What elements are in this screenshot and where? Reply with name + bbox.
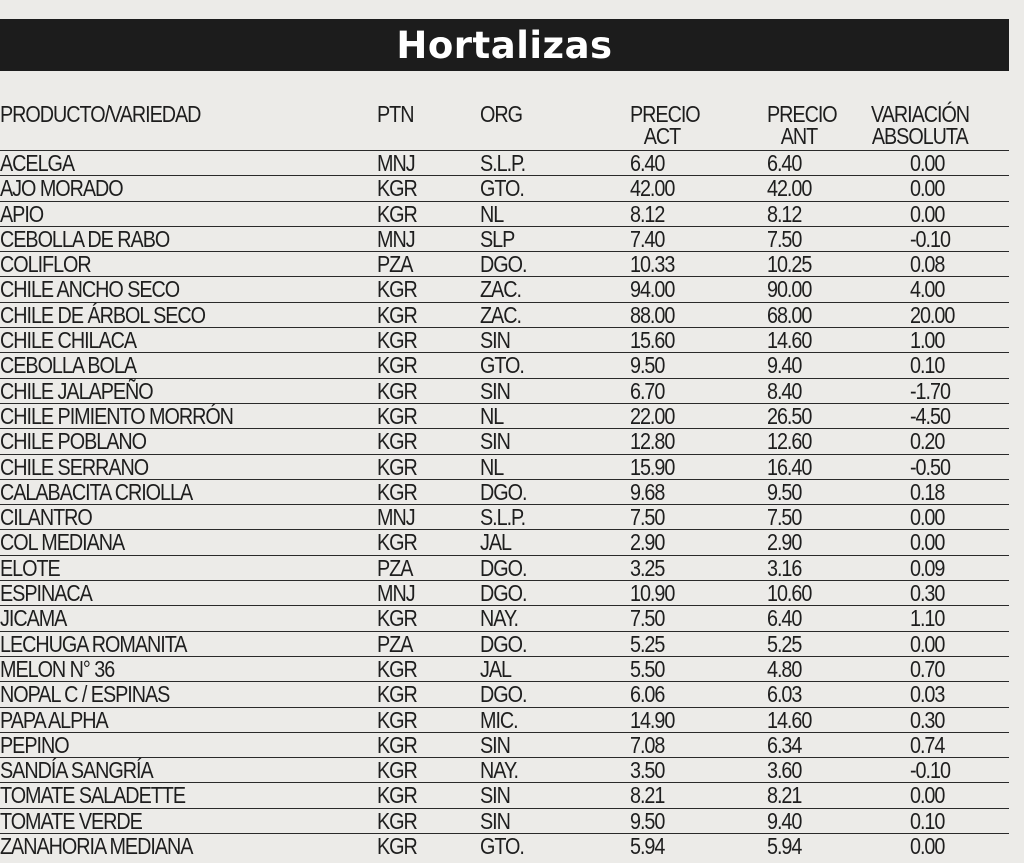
cell-variacion: -0.10	[910, 225, 950, 252]
cell-org: DGO.	[480, 681, 527, 708]
cell-precio-ant: 3.60	[767, 757, 802, 784]
cell-variacion: 0.00	[910, 529, 945, 556]
cell-org: NL	[480, 200, 504, 227]
cell-precio-act: 10.33	[630, 251, 675, 278]
cell-producto: CEBOLLA BOLA	[0, 352, 137, 379]
cell-ptn: KGR	[377, 782, 417, 809]
cell-variacion: 0.20	[910, 428, 945, 455]
cell-precio-ant: 8.40	[767, 377, 802, 404]
cell-org: JAL	[480, 655, 512, 682]
table-row	[0, 352, 1009, 377]
cell-ptn: KGR	[377, 200, 417, 227]
cell-org: JAL	[480, 529, 512, 556]
cell-ptn: KGR	[377, 757, 417, 784]
cell-ptn: KGR	[377, 655, 417, 682]
cell-precio-act: 7.08	[630, 731, 665, 758]
cell-producto: CHILE ANCHO SECO	[0, 276, 180, 303]
cell-precio-ant: 8.21	[767, 782, 802, 809]
cell-producto: CALABACITA CRIOLLA	[0, 478, 193, 505]
cell-variacion: 0.70	[910, 655, 945, 682]
cell-ptn: PZA	[377, 251, 413, 278]
cell-precio-act: 3.25	[630, 554, 665, 581]
cell-ptn: MNJ	[377, 150, 415, 176]
cell-variacion: 0.00	[910, 175, 945, 202]
cell-variacion: -4.50	[910, 402, 950, 429]
cell-producto: ACELGA	[0, 150, 75, 176]
cell-variacion: 0.09	[910, 554, 945, 581]
cell-producto: COLIFLOR	[0, 251, 91, 278]
cell-ptn: KGR	[377, 453, 417, 480]
cell-variacion: 0.08	[910, 251, 945, 278]
table-title: Hortalizas	[396, 23, 613, 67]
cell-precio-act: 8.12	[630, 200, 665, 227]
cell-producto: CHILE PIMIENTO MORRÓN	[0, 402, 233, 429]
cell-precio-act: 88.00	[630, 301, 675, 328]
cell-precio-ant: 4.80	[767, 655, 802, 682]
header-precio-ant-line1: PRECIO	[767, 101, 837, 127]
cell-precio-ant: 10.60	[767, 580, 812, 607]
table-row	[0, 479, 1009, 504]
cell-variacion: 0.00	[910, 200, 945, 227]
cell-precio-act: 6.70	[630, 377, 665, 404]
cell-producto: CHILE POBLANO	[0, 428, 146, 455]
cell-precio-ant: 3.16	[767, 554, 802, 581]
cell-variacion: 0.10	[910, 352, 945, 379]
cell-producto: NOPAL C / ESPINAS	[0, 681, 170, 708]
table-row	[0, 529, 1009, 554]
table-row	[0, 732, 1009, 757]
cell-org: SIN	[480, 428, 510, 455]
cell-variacion: 0.00	[910, 630, 945, 657]
cell-ptn: PZA	[377, 554, 413, 581]
cell-producto: TOMATE SALADETTE	[0, 782, 185, 809]
table-row	[0, 580, 1009, 605]
cell-precio-ant: 7.50	[767, 225, 802, 252]
cell-org: NL	[480, 402, 504, 429]
cell-variacion: 0.00	[910, 782, 945, 809]
cell-variacion: 0.18	[910, 478, 945, 505]
table-row	[0, 454, 1009, 479]
table-row	[0, 631, 1009, 656]
title-bar	[0, 19, 1009, 71]
cell-precio-act: 15.90	[630, 453, 675, 480]
cell-ptn: KGR	[377, 428, 417, 455]
cell-variacion: 0.00	[910, 833, 945, 860]
cell-producto: CEBOLLA DE RABO	[0, 225, 170, 252]
cell-org: SIN	[480, 807, 510, 834]
cell-org: SLP	[480, 225, 515, 252]
cell-ptn: KGR	[377, 706, 417, 733]
cell-producto: MELON N° 36	[0, 655, 115, 682]
cell-ptn: PZA	[377, 630, 413, 657]
cell-precio-act: 6.06	[630, 681, 665, 708]
cell-producto: SANDÍA SANGRÍA	[0, 757, 153, 784]
cell-producto: AJO MORADO	[0, 175, 123, 202]
cell-ptn: KGR	[377, 175, 417, 202]
cell-ptn: KGR	[377, 301, 417, 328]
cell-org: MIC.	[480, 706, 518, 733]
table-row	[0, 757, 1009, 782]
cell-org: DGO.	[480, 478, 527, 505]
cell-producto: CILANTRO	[0, 504, 92, 531]
cell-org: NAY.	[480, 757, 519, 784]
cell-precio-act: 5.94	[630, 833, 665, 860]
cell-precio-ant: 8.12	[767, 200, 802, 227]
table-row	[0, 302, 1009, 327]
cell-producto: LECHUGA ROMANITA	[0, 630, 187, 657]
cell-ptn: KGR	[377, 833, 417, 860]
cell-org: DGO.	[480, 554, 527, 581]
cell-producto: PEPINO	[0, 731, 69, 758]
cell-producto: ZANAHORIA MEDIANA	[0, 833, 193, 860]
cell-precio-act: 12.80	[630, 428, 675, 455]
cell-variacion: 1.00	[910, 327, 945, 354]
cell-org: DGO.	[480, 580, 527, 607]
cell-precio-ant: 16.40	[767, 453, 812, 480]
table-row	[0, 150, 1009, 175]
cell-precio-act: 2.90	[630, 529, 665, 556]
cell-variacion: -0.50	[910, 453, 950, 480]
cell-precio-act: 9.68	[630, 478, 665, 505]
table-row	[0, 808, 1009, 833]
cell-precio-act: 22.00	[630, 402, 675, 429]
cell-precio-act: 5.50	[630, 655, 665, 682]
cell-ptn: KGR	[377, 529, 417, 556]
cell-org: SIN	[480, 731, 510, 758]
cell-ptn: KGR	[377, 605, 417, 632]
cell-variacion: 1.10	[910, 605, 945, 632]
table-row	[0, 276, 1009, 301]
table-row	[0, 251, 1009, 276]
cell-org: GTO.	[480, 175, 524, 202]
cell-variacion: 0.10	[910, 807, 945, 834]
table-row	[0, 555, 1009, 580]
cell-precio-ant: 90.00	[767, 276, 812, 303]
header-precio-act-line2: ACT	[643, 123, 681, 149]
table-row	[0, 403, 1009, 428]
cell-org: GTO.	[480, 352, 524, 379]
cell-org: SIN	[480, 782, 510, 809]
table-row	[0, 175, 1009, 200]
cell-precio-act: 7.40	[630, 225, 665, 252]
cell-precio-ant: 68.00	[767, 301, 812, 328]
cell-precio-act: 14.90	[630, 706, 675, 733]
table-row	[0, 327, 1009, 352]
cell-org: ZAC.	[480, 301, 521, 328]
cell-org: DGO.	[480, 630, 527, 657]
cell-ptn: MNJ	[377, 504, 415, 531]
cell-precio-act: 6.40	[630, 150, 665, 176]
cell-ptn: KGR	[377, 731, 417, 758]
header-variacion-line2: ABSOLUTA	[871, 123, 968, 149]
table-body	[0, 150, 1009, 858]
header-precio-ant	[767, 103, 837, 147]
cell-producto: ELOTE	[0, 554, 60, 581]
header-precio-act	[630, 103, 700, 147]
cell-precio-ant: 12.60	[767, 428, 812, 455]
cell-ptn: KGR	[377, 807, 417, 834]
cell-variacion: 4.00	[910, 276, 945, 303]
cell-ptn: KGR	[377, 478, 417, 505]
cell-org: DGO.	[480, 251, 527, 278]
table-row	[0, 226, 1009, 251]
table-row	[0, 201, 1009, 226]
cell-variacion: 0.03	[910, 681, 945, 708]
cell-variacion: 0.00	[910, 150, 945, 176]
cell-ptn: KGR	[377, 681, 417, 708]
cell-org: S.L.P.	[480, 150, 526, 176]
cell-org: SIN	[480, 377, 510, 404]
header-ptn: PTN	[377, 101, 414, 127]
cell-variacion: 0.30	[910, 580, 945, 607]
cell-precio-ant: 14.60	[767, 706, 812, 733]
cell-precio-act: 42.00	[630, 175, 675, 202]
cell-precio-act: 94.00	[630, 276, 675, 303]
cell-precio-ant: 6.40	[767, 150, 802, 176]
cell-producto: PAPA ALPHA	[0, 706, 108, 733]
cell-precio-ant: 6.40	[767, 605, 802, 632]
cell-producto: TOMATE VERDE	[0, 807, 142, 834]
cell-variacion: -1.70	[910, 377, 950, 404]
cell-org: GTO.	[480, 833, 524, 860]
cell-precio-act: 3.50	[630, 757, 665, 784]
table-row	[0, 656, 1009, 681]
cell-variacion: -0.10	[910, 757, 950, 784]
cell-org: ZAC.	[480, 276, 521, 303]
cell-producto: CHILE CHILACA	[0, 327, 137, 354]
table-row	[0, 605, 1009, 630]
cell-org: SIN	[480, 327, 510, 354]
cell-precio-ant: 9.40	[767, 807, 802, 834]
table-row	[0, 707, 1009, 732]
header-precio-act-line1: PRECIO	[630, 101, 700, 127]
cell-producto: CHILE JALAPEÑO	[0, 377, 153, 404]
table-row	[0, 504, 1009, 529]
cell-precio-ant: 5.25	[767, 630, 802, 657]
cell-producto: CHILE SERRANO	[0, 453, 149, 480]
table-row	[0, 782, 1009, 807]
table-row	[0, 428, 1009, 453]
header-producto: PRODUCTO/VARIEDAD	[0, 101, 201, 127]
cell-precio-ant: 7.50	[767, 504, 802, 531]
cell-org: NAY.	[480, 605, 519, 632]
cell-precio-act: 7.50	[630, 504, 665, 531]
header-variacion-line1: VARIACIÓN	[871, 101, 970, 127]
cell-ptn: MNJ	[377, 580, 415, 607]
cell-precio-ant: 9.50	[767, 478, 802, 505]
cell-precio-act: 9.50	[630, 352, 665, 379]
cell-variacion: 0.74	[910, 731, 945, 758]
cell-ptn: KGR	[377, 276, 417, 303]
cell-precio-ant: 5.94	[767, 833, 802, 860]
header-precio-ant-line2: ANT	[780, 123, 818, 149]
cell-precio-act: 5.25	[630, 630, 665, 657]
cell-ptn: KGR	[377, 352, 417, 379]
cell-ptn: KGR	[377, 402, 417, 429]
header-org: ORG	[480, 101, 522, 127]
table-row	[0, 681, 1009, 706]
cell-producto: COL MEDIANA	[0, 529, 125, 556]
cell-precio-ant: 14.60	[767, 327, 812, 354]
cell-producto: APIO	[0, 200, 44, 227]
header-variacion	[871, 103, 969, 147]
table-row	[0, 833, 1009, 858]
cell-variacion: 0.30	[910, 706, 945, 733]
cell-producto: ESPINACA	[0, 580, 92, 607]
cell-precio-act: 10.90	[630, 580, 675, 607]
cell-org: NL	[480, 453, 504, 480]
cell-org: S.L.P.	[480, 504, 526, 531]
cell-variacion: 0.00	[910, 504, 945, 531]
cell-precio-ant: 6.03	[767, 681, 802, 708]
cell-precio-ant: 6.34	[767, 731, 802, 758]
cell-precio-ant: 26.50	[767, 402, 812, 429]
cell-producto: JICAMA	[0, 605, 67, 632]
cell-variacion: 20.00	[910, 301, 955, 328]
cell-precio-act: 9.50	[630, 807, 665, 834]
cell-precio-act: 15.60	[630, 327, 675, 354]
cell-precio-ant: 10.25	[767, 251, 812, 278]
cell-precio-ant: 42.00	[767, 175, 812, 202]
cell-ptn: KGR	[377, 377, 417, 404]
cell-producto: CHILE DE ÁRBOL SECO	[0, 301, 206, 328]
cell-precio-act: 7.50	[630, 605, 665, 632]
cell-precio-ant: 9.40	[767, 352, 802, 379]
cell-precio-act: 8.21	[630, 782, 665, 809]
cell-ptn: KGR	[377, 327, 417, 354]
table-row	[0, 378, 1009, 403]
cell-ptn: MNJ	[377, 225, 415, 252]
cell-precio-ant: 2.90	[767, 529, 802, 556]
